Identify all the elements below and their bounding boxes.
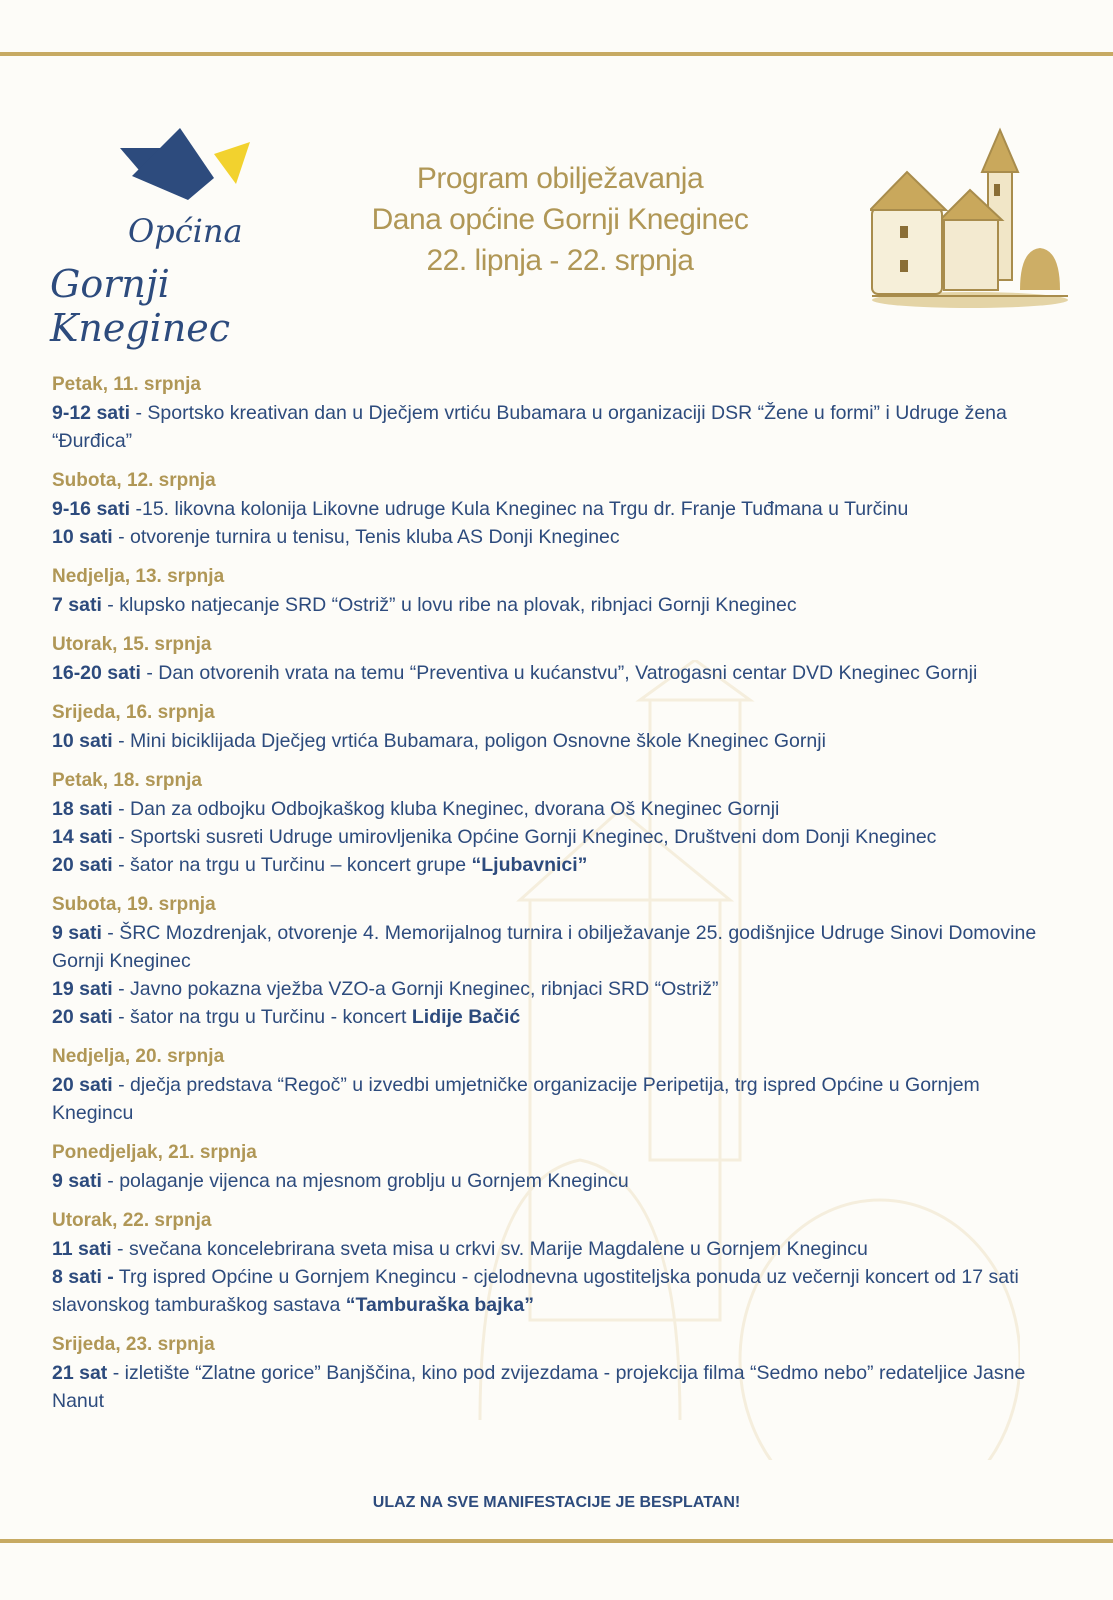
day-date: Petak, 11. srpnja xyxy=(52,374,201,395)
free-entry-notice: ULAZ NA SVE MANIFESTACIJE JE BESPLATAN! xyxy=(372,1494,741,1511)
day-block xyxy=(52,371,1062,455)
event-text: - Sportski susreti Udruge umirovljenika Općine Gornji Kneginec, Društveni dom Donji Kneginec xyxy=(112,826,937,848)
event-highlight: Lidije Bačić xyxy=(411,1006,521,1028)
day-block xyxy=(52,1331,1062,1415)
event-text: - izletište “Zlatne gorice” Banjščina, kino pod zvijezdama - projekcija filma “Sedmo nebo” redateljice Jasne Nanut xyxy=(52,1362,1026,1412)
event-item xyxy=(52,727,1062,755)
day-block xyxy=(52,1043,1062,1127)
event-text: - otvorenje turnira u tenisu, Tenis kluba AS Donji Kneginec xyxy=(112,526,620,548)
day-block xyxy=(52,563,1062,619)
event-item xyxy=(52,495,1062,523)
event-item xyxy=(52,919,1062,975)
logo-text-opcina: Općina xyxy=(128,212,243,250)
event-text: - šator na trgu u Turčinu – koncert grupe xyxy=(112,854,472,876)
event-time: 14 sati xyxy=(52,826,113,848)
event-highlight: “Ljubavnici” xyxy=(471,854,588,876)
event-item xyxy=(52,523,1062,551)
event-item xyxy=(52,795,1062,823)
day-date: Subota, 12. srpnja xyxy=(52,470,216,491)
day-date: Srijeda, 16. srpnja xyxy=(52,702,215,723)
event-time: 18 sati xyxy=(52,798,113,820)
event-item xyxy=(52,1359,1062,1415)
event-time: 7 sati xyxy=(52,594,102,616)
event-item xyxy=(52,975,1062,1003)
day-block xyxy=(52,767,1062,879)
event-item xyxy=(52,1263,1062,1319)
event-text: - Sportsko kreativan dan u Dječjem vrtiću Bubamara u organizaciji DSR “Žene u formi” i Udruge žena “Đurđica” xyxy=(52,402,1007,452)
event-text: - klupsko natjecanje SRD “Ostriž” u lovu ribe na plovak, ribnjaci Gornji Kneginec xyxy=(101,594,797,616)
title-line-1: Program obilježavanja xyxy=(416,162,704,195)
event-time: 9-16 sati xyxy=(52,498,131,520)
event-time: 9 sati xyxy=(52,1170,102,1192)
event-time: 9-12 sati xyxy=(52,402,131,424)
day-date: Petak, 18. srpnja xyxy=(52,770,202,791)
event-item xyxy=(52,1071,1062,1127)
day-block xyxy=(52,1139,1062,1195)
event-time: 20 sati xyxy=(52,1006,113,1028)
event-item xyxy=(52,1235,1062,1263)
day-block xyxy=(52,1207,1062,1319)
event-item xyxy=(52,1167,1062,1195)
day-block xyxy=(52,699,1062,755)
day-block xyxy=(52,467,1062,551)
event-text: -15. likovna kolonija Likovne udruge Kula Kneginec na Trgu dr. Franje Tuđmana u Turčinu xyxy=(130,498,909,520)
event-text: - ŠRC Mozdrenjak, otvorenje 4. Memorijalnog turnira i obilježavanje 25. godišnjice Udruge Sinovi Domovine Gornji Kneginec xyxy=(52,922,1037,972)
logo-text-gornji-kneginec: Gornji Kneginec xyxy=(50,262,231,350)
bottom-rule xyxy=(0,1539,1113,1543)
event-highlight: “Tamburaška bajka” xyxy=(345,1294,534,1316)
day-date: Subota, 19. srpnja xyxy=(52,894,216,915)
crown-icon xyxy=(118,128,258,208)
day-date: Nedjelja, 13. srpnja xyxy=(52,566,225,587)
title-line-2: Dana općine Gornji Kneginec xyxy=(371,203,749,236)
event-time: 20 sati xyxy=(52,854,113,876)
event-text: Trg ispred Općine u Gornjem Knegincu - cjelodnevna ugostiteljska ponuda uz večernji koncert od 17 sati slavonskog tamburaškog sastava xyxy=(52,1266,1019,1316)
title-line-3: 22. lipnja - 22. srpnja xyxy=(426,244,694,277)
day-date: Nedjelja, 20. srpnja xyxy=(52,1046,225,1067)
event-text: - dječja predstava “Regoč” u izvedbi umjetničke organizacije Peripetija, trg ispred Općine u Gornjem Knegincu xyxy=(52,1074,980,1124)
top-rule xyxy=(0,52,1113,56)
event-item xyxy=(52,399,1062,455)
event-item xyxy=(52,823,1062,851)
event-time: 16-20 sati xyxy=(52,662,141,684)
page-title xyxy=(300,158,820,281)
event-text: - Mini biciklijada Dječjeg vrtića Bubamara, poligon Osnovne škole Kneginec Gornji xyxy=(112,730,826,752)
event-item xyxy=(52,1003,1062,1031)
event-text: - svečana koncelebrirana sveta misa u crkvi sv. Marije Magdalene u Gornjem Knegincu xyxy=(111,1238,868,1260)
event-time: 8 sati - xyxy=(52,1266,114,1288)
event-time: 21 sat xyxy=(52,1362,108,1384)
church-illustration xyxy=(870,120,1070,316)
day-block xyxy=(52,891,1062,1031)
event-item xyxy=(52,659,1062,687)
event-text: - šator na trgu u Turčinu - koncert xyxy=(112,1006,412,1028)
event-time: 19 sati xyxy=(52,978,113,1000)
event-time: 9 sati xyxy=(52,922,102,944)
event-time: 10 sati xyxy=(52,730,113,752)
event-time: 20 sati xyxy=(52,1074,113,1096)
day-date: Utorak, 15. srpnja xyxy=(52,634,212,655)
event-text: - Javno pokazna vježba VZO-a Gornji Kneginec, ribnjaci SRD “Ostriž” xyxy=(112,978,719,1000)
day-date: Utorak, 22. srpnja xyxy=(52,1210,212,1231)
event-time: 10 sati xyxy=(52,526,113,548)
day-date: Ponedjeljak, 21. srpnja xyxy=(52,1142,257,1163)
event-item xyxy=(52,591,1062,619)
event-item xyxy=(52,851,1062,879)
event-text: - Dan za odbojku Odbojkaškog kluba Kneginec, dvorana Oš Kneginec Gornji xyxy=(112,798,780,820)
event-schedule xyxy=(52,371,1062,1427)
day-block xyxy=(52,631,1062,687)
event-time: 11 sati xyxy=(52,1238,112,1260)
event-text: - Dan otvorenih vrata na temu “Preventiva u kućanstvu”, Vatrogasni centar DVD Kneginec Gornji xyxy=(140,662,978,684)
day-date: Srijeda, 23. srpnja xyxy=(52,1334,215,1355)
municipality-logo xyxy=(46,122,336,350)
event-text: - polaganje vijenca na mjesnom groblju u Gornjem Knegincu xyxy=(101,1170,629,1192)
